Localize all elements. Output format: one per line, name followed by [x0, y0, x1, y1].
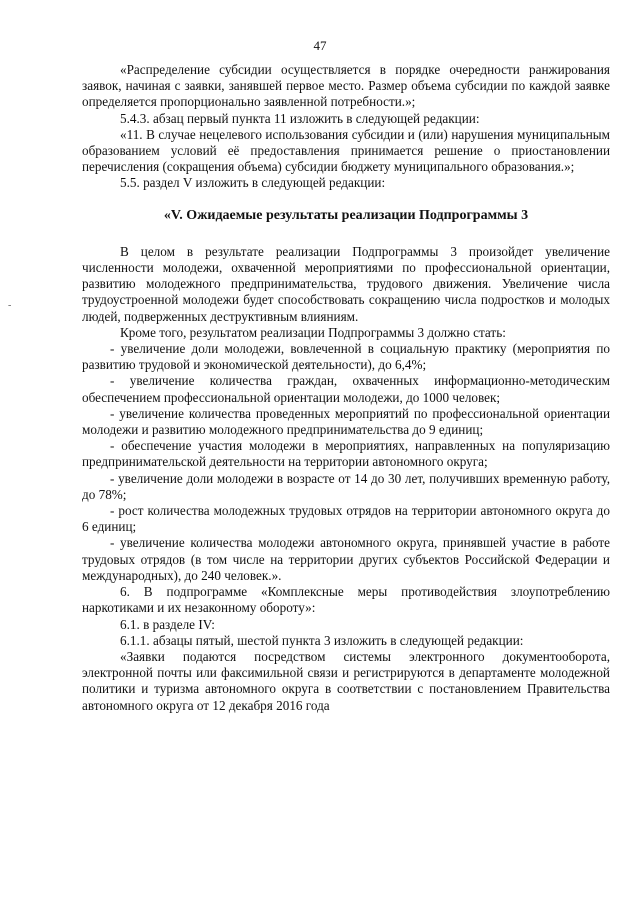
list-item: - увеличение количества молодежи автономного округа, принявшей участие в работе трудовых отрядов (в том числе на территории других субъектов Российской Федерации и международных), до 240 человек.».: [82, 535, 610, 583]
list-item: - увеличение количества проведенных мероприятий по профессиональной ориентации молодежи и развитию молодежного предпринимательства до 9 единиц;: [82, 405, 610, 438]
paragraph: 6.1.1. абзацы пятый, шестой пункта 3 изложить в следующей редакции:: [120, 632, 524, 648]
paragraph: «Распределение субсидии осуществляется в порядке очередности ранжирования заявок, начиная с заявки, занявшей первое место. Размер объема субсидии по каждой заявке определяется пропорционально заявленной потребности.»;: [82, 62, 610, 110]
list-item: - обеспечение участия молодежи в мероприятиях, направленных на популяризацию предпринимательской деятельности на территории автономного округа;: [82, 438, 610, 470]
section-heading: «V. Ожидаемые результаты реализации Подпрограммы 3: [163, 207, 529, 223]
list-item: - увеличение доли молодежи, вовлеченной в социальную практику (мероприятия по развитию трудовой и экономической деятельности), до 6,4%;: [82, 341, 610, 373]
list-item: - увеличение доли молодежи в возрасте от 14 до 30 лет, получивших временную работу, до 78%;: [82, 470, 610, 502]
paragraph: Кроме того, результатом реализации Подпрограммы 3 должно стать:: [120, 324, 506, 340]
paragraph: 5.5. раздел V изложить в следующей редакции:: [120, 175, 386, 191]
list-item: - рост количества молодежных трудовых отрядов на территории автономного округа до 6 единиц;: [82, 503, 610, 535]
paragraph: 5.4.3. абзац первый пункта 11 изложить в следующей редакции:: [120, 110, 480, 126]
margin-mark: -: [8, 300, 12, 311]
document-body: [82, 62, 610, 714]
paragraph: 6. В подпрограмме «Комплексные меры противодействия злоупотреблению наркотиками и их незаконному обороту»:: [82, 584, 610, 616]
paragraph: «Заявки подаются посредством системы электронного документооборота, электронной почты или факсимильной связи и регистрируются в департаменте молодежной политики и туризма автономного округа в соответствии с постановлением Правительства автономного округа от 12 декабря 2016 года: [82, 648, 610, 713]
paragraph: В целом в результате реализации Подпрограммы 3 произойдет увеличение численности молодежи, охваченной мероприятиями по профессиональной ориентации, развитию молодежного предпринимательства, трудового движения. Увеличение числа трудоустроенной молодежи будет способствовать сокращению числа подростков и молодых людей, подверженных деструктивным влияниям.: [82, 243, 610, 324]
page-number: 47: [313, 38, 327, 53]
list-item: - увеличение количества граждан, охваченных информационно-методическим обеспечением профессиональной ориентации молодежи, до 1000 человек;: [82, 373, 610, 405]
paragraph: «11. В случае нецелевого использования субсидии и (или) нарушения муниципальным образованием условий её предоставления принимается решение о приостановлении перечисления (сокращения объема) субсидии бюджету муниципального образования.»;: [82, 126, 610, 175]
paragraph: 6.1. в разделе IV:: [120, 616, 215, 632]
